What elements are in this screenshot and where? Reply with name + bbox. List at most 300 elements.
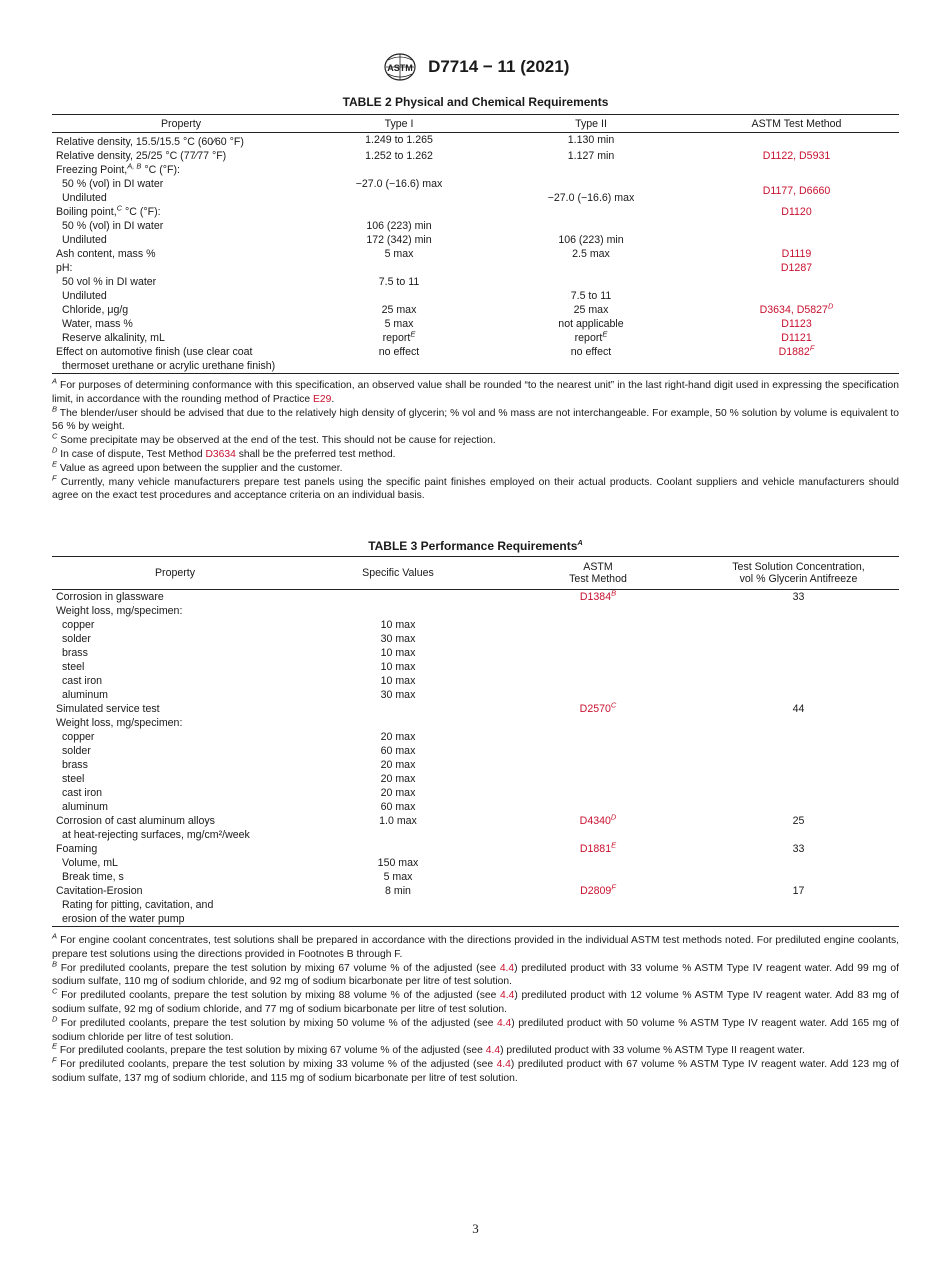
value-cell — [298, 744, 498, 758]
footnote-link[interactable]: 4.4 — [496, 1017, 512, 1029]
type2-cell — [488, 289, 694, 303]
test-method-link[interactable]: D1120 — [781, 206, 812, 218]
type2-value: −27.0 (−16.6) max — [547, 192, 635, 204]
method-cell — [498, 730, 698, 744]
property-cell — [52, 716, 298, 730]
type2-cell — [488, 133, 694, 150]
type1-cell — [310, 149, 488, 163]
method-cell — [498, 884, 698, 898]
footnote-ref: E — [611, 840, 617, 850]
property-cell — [52, 289, 310, 303]
property-label: 50 % (vol) in DI water — [62, 178, 164, 190]
specific-value: 30 max — [380, 689, 416, 701]
table-row — [52, 842, 899, 856]
method-cell — [498, 660, 698, 674]
specific-value: 5 max — [383, 871, 413, 883]
footnote-ref: F — [611, 882, 616, 892]
property-label: pH: — [56, 262, 73, 274]
svg-text:ASTM: ASTM — [386, 63, 413, 73]
method-cell — [694, 289, 899, 303]
concentration-cell — [698, 618, 899, 632]
type1-cell — [310, 317, 488, 331]
table-row — [52, 219, 899, 233]
footnote — [52, 1055, 899, 1086]
property-cell — [52, 359, 310, 374]
method-cell — [694, 317, 899, 331]
property-cell — [52, 828, 298, 842]
property-cell — [52, 345, 310, 359]
document-id: D7714 − 11 (2021) — [428, 57, 570, 76]
property-label: cast iron — [62, 787, 103, 799]
property-cell — [52, 814, 298, 828]
footnote-key: A — [52, 376, 58, 386]
type2-cell — [488, 275, 694, 289]
table3-header-concentration: Test Solution Concentration, vol % Glycerin Antifreeze — [698, 557, 899, 590]
table-row — [52, 744, 899, 758]
property-cell — [52, 261, 310, 275]
type2-cell — [488, 177, 694, 191]
table2-header-type2: Type II — [488, 115, 694, 133]
test-method-link[interactable]: D1881 — [579, 843, 612, 855]
table-row — [52, 674, 899, 688]
footnote-link[interactable]: 4.4 — [496, 1059, 511, 1071]
test-method-link[interactable]: D1882 — [778, 346, 810, 358]
property-label: cast iron — [62, 675, 103, 687]
type1-cell — [310, 163, 488, 177]
property-label: solder — [62, 745, 91, 757]
table3-header-method: ASTM Test Method — [498, 557, 698, 590]
type2-cell — [488, 303, 694, 317]
property-cell — [52, 800, 298, 814]
concentration-cell — [698, 674, 899, 688]
method-cell — [694, 359, 899, 374]
table-row — [52, 289, 899, 303]
test-method-link[interactable]: D3634, D5827 — [759, 304, 828, 316]
test-method-link[interactable]: D4340 — [579, 815, 611, 827]
table-row — [52, 660, 899, 674]
concentration-cell — [698, 688, 899, 702]
footnote-text: For purposes of determining conformance with this specification, an observed value shall be rounded “to the nearest unit” in the last right-hand digit used in expressing the specification limit, in accordance with the rounding method of Practice — [52, 380, 899, 405]
value-cell — [298, 870, 498, 884]
table-row — [52, 786, 899, 800]
footnote — [52, 473, 899, 504]
concentration-cell — [698, 856, 899, 870]
method-cell — [694, 163, 899, 177]
table-row — [52, 646, 899, 660]
type1-cell — [310, 303, 488, 317]
method-cell — [694, 233, 899, 247]
type1-cell — [310, 191, 488, 205]
property-label: 50 % (vol) in DI water — [62, 220, 164, 232]
concentration-cell — [698, 604, 899, 618]
property-cell — [52, 219, 310, 233]
concentration-value: 25 — [792, 815, 805, 827]
type2-cell — [488, 191, 694, 205]
footnote-key: A — [52, 931, 58, 941]
footnote-ref: D — [610, 812, 617, 822]
footnote-key: D — [52, 445, 58, 455]
specific-value: 10 max — [380, 619, 416, 631]
property-cell — [52, 604, 298, 618]
value-cell — [298, 758, 498, 772]
property-cell — [52, 912, 298, 927]
table-row — [52, 604, 899, 618]
value-cell — [298, 856, 498, 870]
value-cell — [298, 828, 498, 842]
property-label: brass — [62, 647, 88, 659]
table-row — [52, 730, 899, 744]
type1-cell — [310, 233, 488, 247]
footnote-link[interactable]: 4.4 — [485, 1045, 501, 1057]
test-method-link[interactable]: D2570 — [579, 703, 611, 715]
footnote-key: E — [52, 459, 58, 469]
method-cell — [498, 674, 698, 688]
value-cell — [298, 632, 498, 646]
property-cell — [52, 191, 310, 205]
value-cell — [298, 898, 498, 912]
value-cell — [298, 842, 498, 856]
property-cell — [52, 730, 298, 744]
property-label: brass — [62, 759, 88, 771]
type2-cell — [488, 205, 694, 219]
method-cell — [498, 800, 698, 814]
footnote — [52, 1014, 899, 1045]
property-label: Chloride, μg/g — [62, 304, 129, 316]
method-cell — [498, 688, 698, 702]
property-label: aluminum — [62, 689, 108, 701]
table-row — [52, 912, 899, 927]
footnote-text: For prediluted coolants, prepare the test solution by mixing 88 volume % of the adjusted (see — [61, 990, 501, 1002]
table-row — [52, 856, 899, 870]
property-cell — [52, 758, 298, 772]
concentration-cell — [698, 702, 899, 716]
test-method-link[interactable]: D1121 — [781, 332, 812, 344]
property-cell — [52, 632, 298, 646]
test-method-link[interactable]: D2809 — [580, 885, 612, 897]
value-cell — [298, 730, 498, 744]
table-row — [52, 177, 899, 191]
property-cell — [52, 590, 298, 605]
value-cell — [298, 618, 498, 632]
concentration-cell — [698, 884, 899, 898]
type1-value: 172 (342) min — [366, 234, 432, 246]
concentration-cell — [698, 828, 899, 842]
property-cell — [52, 303, 310, 317]
type2-cell — [488, 233, 694, 247]
property-label: Weight loss, mg/specimen: — [56, 717, 183, 729]
table-row — [52, 800, 899, 814]
type2-value: not applicable — [558, 318, 624, 330]
property-label: Undiluted — [62, 234, 107, 246]
footnote-key: D — [52, 1014, 58, 1024]
property-cell — [52, 898, 298, 912]
table-row — [52, 317, 899, 331]
method-cell — [694, 247, 899, 261]
property-label: erosion of the water pump — [62, 913, 185, 925]
method-cell — [694, 345, 899, 359]
test-method-link[interactable]: D1287 — [780, 262, 813, 274]
footnote-key: C — [52, 986, 58, 996]
type1-cell — [310, 247, 488, 261]
type2-cell — [488, 247, 694, 261]
table-row — [52, 261, 899, 275]
test-method-link[interactable]: D1119 — [781, 248, 812, 260]
footnote — [52, 931, 899, 962]
property-label: Weight loss, mg/specimen: — [56, 605, 183, 617]
concentration-value: 33 — [792, 591, 805, 603]
footnote-key: F — [52, 1055, 57, 1065]
value-cell — [298, 674, 498, 688]
type2-cell — [488, 219, 694, 233]
footnote-text: Some precipitate may be observed at the end of the test. This should not be cause for rejection. — [60, 435, 496, 447]
specific-value: 1.0 max — [379, 815, 417, 827]
footnote-text: ) prediluted product with 67 volume % ASTM Type IV reagent water. Add 123 mg of sodium sulfate, 137 mg of sodium chloride, and 115 mg of sodium bicarbonate per litre of test solution. — [52, 1059, 899, 1084]
footnote — [52, 959, 900, 990]
property-cell — [52, 233, 310, 247]
type2-cell — [488, 331, 694, 345]
footnote-text: For engine coolant concentrates, test solutions shall be prepared in accordance with the directions provided in the individual ASTM test methods noted. For prediluted engine coolants, prepare test solutions using the directions provided in Footnotes B through F. — [52, 935, 899, 960]
property-label: steel — [62, 661, 85, 673]
footnote-text: ) prediluted product with 33 volume % ASTM Type IV reagent water. Add 99 mg of sodium sulfate, 110 mg of sodium chloride, and 92 mg of sodium bicarbonate per litre of test solution. — [52, 962, 900, 988]
value-cell — [298, 660, 498, 674]
concentration-cell — [698, 646, 899, 660]
footnote-key: C — [52, 431, 58, 441]
concentration-value: 17 — [792, 885, 805, 897]
table-row — [52, 331, 899, 345]
property-cell — [52, 317, 310, 331]
table-row — [52, 632, 899, 646]
type1-cell — [310, 177, 488, 191]
type1-value: 5 max — [384, 248, 414, 260]
table-row — [52, 702, 899, 716]
type2-value: report — [574, 332, 603, 344]
type1-value: 1.252 to 1.262 — [365, 150, 433, 162]
property-label: Boiling point, — [56, 206, 117, 218]
table-row — [52, 716, 899, 730]
footnote-link[interactable]: 4.4 — [499, 962, 515, 974]
test-method-link[interactable]: D1123 — [781, 318, 812, 330]
method-cell — [498, 814, 698, 828]
footnote-ref: C — [116, 203, 123, 213]
type1-value: no effect — [378, 346, 420, 358]
property-label: thermoset urethane or acrylic urethane finish) — [62, 360, 276, 372]
footnote — [52, 431, 899, 448]
type2-value: 106 (223) min — [558, 234, 624, 246]
type2-cell — [488, 317, 694, 331]
method-cell — [498, 716, 698, 730]
footnote-text: In case of dispute, Test Method — [60, 448, 206, 460]
type1-value: 1.249 to 1.265 — [365, 134, 433, 146]
property-cell — [52, 149, 310, 163]
concentration-cell — [698, 632, 899, 646]
table-row — [52, 359, 899, 374]
document-header — [52, 52, 899, 84]
property-cell — [52, 856, 298, 870]
footnote — [52, 445, 899, 462]
specific-value: 20 max — [380, 759, 416, 771]
type2-value: 25 max — [573, 304, 609, 316]
method-cell — [498, 912, 698, 927]
footnote-text: ) prediluted product with 33 volume % ASTM Type II reagent water. — [500, 1045, 805, 1057]
property-unit: °C (°F): — [141, 164, 180, 176]
type2-value: 2.5 max — [572, 248, 610, 260]
property-cell — [52, 275, 310, 289]
footnote-ref: A, B — [127, 161, 142, 171]
method-cell — [498, 702, 698, 716]
property-cell — [52, 786, 298, 800]
method-cell — [498, 786, 698, 800]
footnote-link[interactable]: 4.4 — [500, 990, 515, 1002]
property-label: Relative density, 25/25 °C (77⁄77 °F) — [56, 150, 227, 162]
type1-cell — [310, 205, 488, 219]
property-cell — [52, 688, 298, 702]
method-cell — [498, 758, 698, 772]
type1-cell — [310, 359, 488, 374]
type1-value: 7.5 to 11 — [378, 276, 420, 288]
method-cell — [498, 842, 698, 856]
value-cell — [298, 688, 498, 702]
test-method-link[interactable]: D1122, D5931 — [762, 150, 831, 162]
method-cell — [694, 331, 899, 345]
footnote-ref: E — [602, 329, 608, 339]
concentration-cell — [698, 870, 899, 884]
type1-value: 25 max — [381, 304, 417, 316]
property-label: Freezing Point, — [56, 164, 128, 176]
property-label: Water, mass % — [62, 318, 133, 330]
table3 — [52, 556, 899, 927]
footnote-key: E — [52, 1041, 58, 1051]
test-method-link[interactable]: D1177, D6660 — [762, 185, 831, 197]
table-row — [52, 814, 899, 828]
property-label: solder — [62, 633, 91, 645]
footnote-link[interactable]: D3634 — [205, 448, 236, 460]
property-label: aluminum — [62, 801, 108, 813]
footnote-link[interactable]: E29 — [313, 393, 332, 405]
footnote-text: ) prediluted product with 12 volume % ASTM Type IV reagent water. Add 83 mg of sodium sulfate, 92 mg of sodium chloride, and 77 mg of sodium bicarbonate per litre of test solution. — [52, 990, 899, 1015]
type1-value: report — [382, 332, 411, 344]
footnote-ref: B — [611, 588, 617, 598]
property-label: copper — [62, 731, 95, 743]
table-row — [52, 345, 899, 359]
type1-value: −27.0 (−16.6) max — [355, 178, 443, 190]
table-row — [52, 275, 899, 289]
table-row — [52, 133, 899, 150]
property-cell — [52, 772, 298, 786]
value-cell — [298, 604, 498, 618]
property-label: 50 vol % in DI water — [62, 276, 157, 288]
method-cell — [498, 604, 698, 618]
method-cell — [694, 261, 899, 275]
property-label: at heat-rejecting surfaces, mg/cm²/week — [62, 829, 250, 841]
specific-value: 20 max — [380, 787, 416, 799]
footnote-text: . — [331, 393, 335, 405]
property-cell — [52, 702, 298, 716]
method-cell — [498, 870, 698, 884]
method-cell — [694, 149, 899, 163]
property-cell — [52, 884, 298, 898]
method-cell — [498, 618, 698, 632]
table-row — [52, 758, 899, 772]
value-cell — [298, 800, 498, 814]
type1-cell — [310, 331, 488, 345]
type2-cell — [488, 261, 694, 275]
method-cell — [498, 772, 698, 786]
concentration-cell — [698, 660, 899, 674]
value-cell — [298, 590, 498, 605]
concentration-cell — [698, 842, 899, 856]
table3-title: TABLE 3 Performance Requirements$^A$ — [368, 538, 583, 553]
property-label: copper — [62, 619, 95, 631]
footnote-ref: E — [410, 329, 416, 339]
footnote-text: Value as agreed upon between the supplier and the customer. — [59, 462, 343, 474]
method-cell — [498, 856, 698, 870]
footnote — [52, 986, 899, 1017]
specific-value: 30 max — [380, 633, 416, 645]
property-label: Volume, mL — [62, 857, 118, 869]
property-label: Foaming — [56, 843, 98, 855]
property-label: Break time, s — [62, 871, 124, 883]
concentration-cell — [698, 912, 899, 927]
type1-cell — [310, 275, 488, 289]
method-cell — [498, 898, 698, 912]
concentration-cell — [698, 744, 899, 758]
footnote-ref: D — [827, 301, 834, 311]
type1-cell — [310, 261, 488, 275]
concentration-cell — [698, 730, 899, 744]
concentration-cell — [698, 590, 899, 605]
specific-value: 60 max — [380, 801, 416, 813]
property-label: Effect on automotive finish (use clear coat — [56, 346, 253, 358]
footnote-text: For prediluted coolants, prepare the test solution by mixing 33 volume % of the adjusted (see — [60, 1059, 497, 1071]
value-cell — [298, 884, 498, 898]
value-cell — [298, 912, 498, 927]
specific-value: 20 max — [380, 773, 416, 785]
footnote-ref: C — [610, 700, 617, 710]
test-method-link[interactable]: D1384 — [579, 591, 612, 603]
value-cell — [298, 702, 498, 716]
value-cell — [298, 716, 498, 730]
type1-value: 106 (223) min — [366, 220, 432, 232]
table3-header-property: Property — [52, 557, 298, 590]
type2-cell — [488, 149, 694, 163]
table-row — [52, 870, 899, 884]
type2-value: 7.5 to 11 — [570, 290, 612, 302]
concentration-cell — [698, 898, 899, 912]
type1-cell — [310, 219, 488, 233]
specific-value: 60 max — [380, 745, 416, 757]
table-row — [52, 688, 899, 702]
table3-header-values: Specific Values — [298, 557, 498, 590]
concentration-cell — [698, 716, 899, 730]
table-row — [52, 772, 899, 786]
method-cell — [694, 177, 899, 205]
table-row — [52, 828, 899, 842]
method-cell — [498, 744, 698, 758]
type2-value: 1.127 min — [567, 150, 615, 162]
property-label: Cavitation-Erosion — [56, 885, 143, 897]
property-cell — [52, 744, 298, 758]
table2-header-property: Property — [52, 115, 310, 133]
property-unit: °C (°F): — [122, 206, 161, 218]
footnote-ref: F — [809, 343, 815, 353]
property-cell — [52, 674, 298, 688]
method-cell — [694, 275, 899, 289]
method-cell — [694, 303, 899, 317]
concentration-value: 33 — [792, 843, 805, 855]
concentration-value: 44 — [792, 703, 805, 715]
table2 — [52, 114, 899, 374]
property-label: Simulated service test — [56, 703, 160, 715]
